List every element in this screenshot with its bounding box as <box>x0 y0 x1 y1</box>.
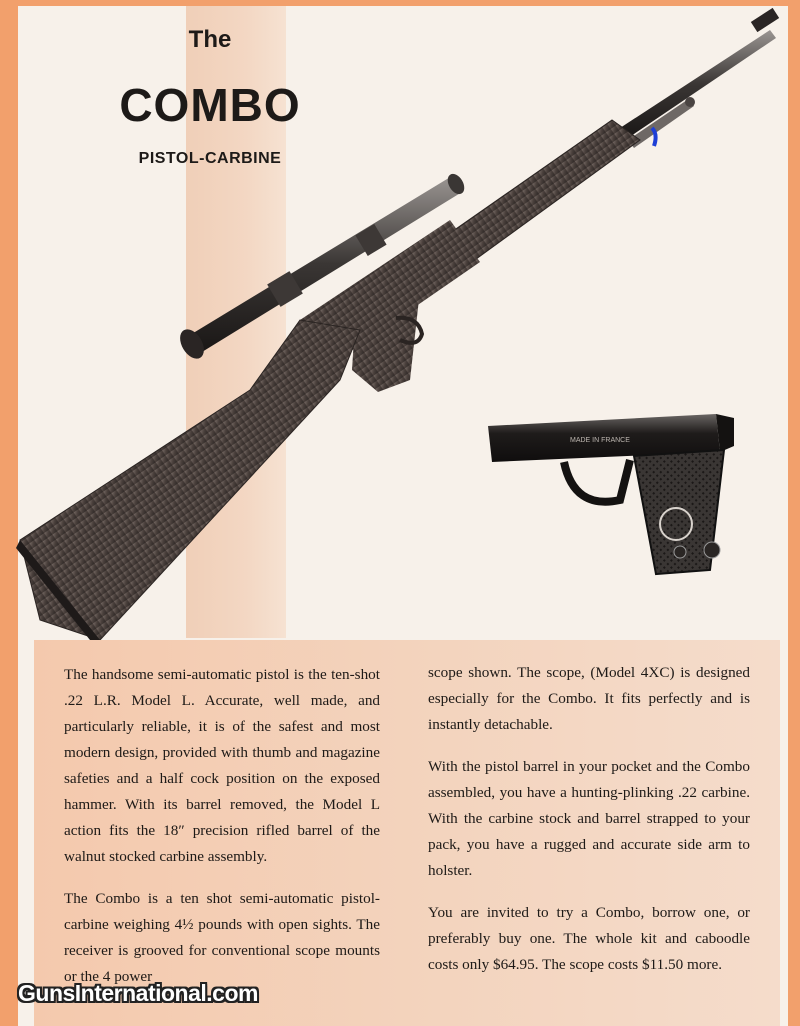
watermark-logo: GunsInternational.com <box>18 980 258 1006</box>
title-subtitle: PISTOL-CARBINE <box>138 150 282 167</box>
paragraph: scope shown. The scope, (Model 4XC) is designed especially for the Combo. It fits perfectly and is instantly detachable. <box>428 664 750 733</box>
column-right <box>428 660 750 994</box>
pistol-image <box>484 400 744 580</box>
paragraph: With the pistol barrel in your pocket and the Combo assembled, you have a hunting-plinking .22 carbine. With the carbine stock and barrel strapped to your pack, you have a rugged and accurate side arm to holster. <box>428 758 750 879</box>
title-the: The <box>188 26 232 53</box>
paragraph: The handsome semi-automatic pistol is the ten-shot .22 L.R. Model L. Accurate, well made, and particularly reliable, it is of the safest and most modern design, provided with thumb and magazine safeties and a half cock position on the exposed hammer. With its barrel removed, the Model L action fits the 18″ precision rifled barrel of the walnut stocked carbine assembly. <box>64 666 380 865</box>
pistol-marking: MADE IN FRANCE <box>570 437 630 444</box>
paragraph: The Combo is a ten shot semi-automatic pistol-carbine weighing 4½ pounds with open sights. The receiver is grooved for conventional scope mounts or the 4 power <box>64 890 380 985</box>
paragraph: You are invited to try a Combo, borrow one, or preferably buy one. The whole kit and caboodle costs only $64.95. The scope costs $11.50 more. <box>428 904 750 973</box>
column-left <box>64 662 380 1006</box>
title-combo: COMBO <box>119 79 301 131</box>
